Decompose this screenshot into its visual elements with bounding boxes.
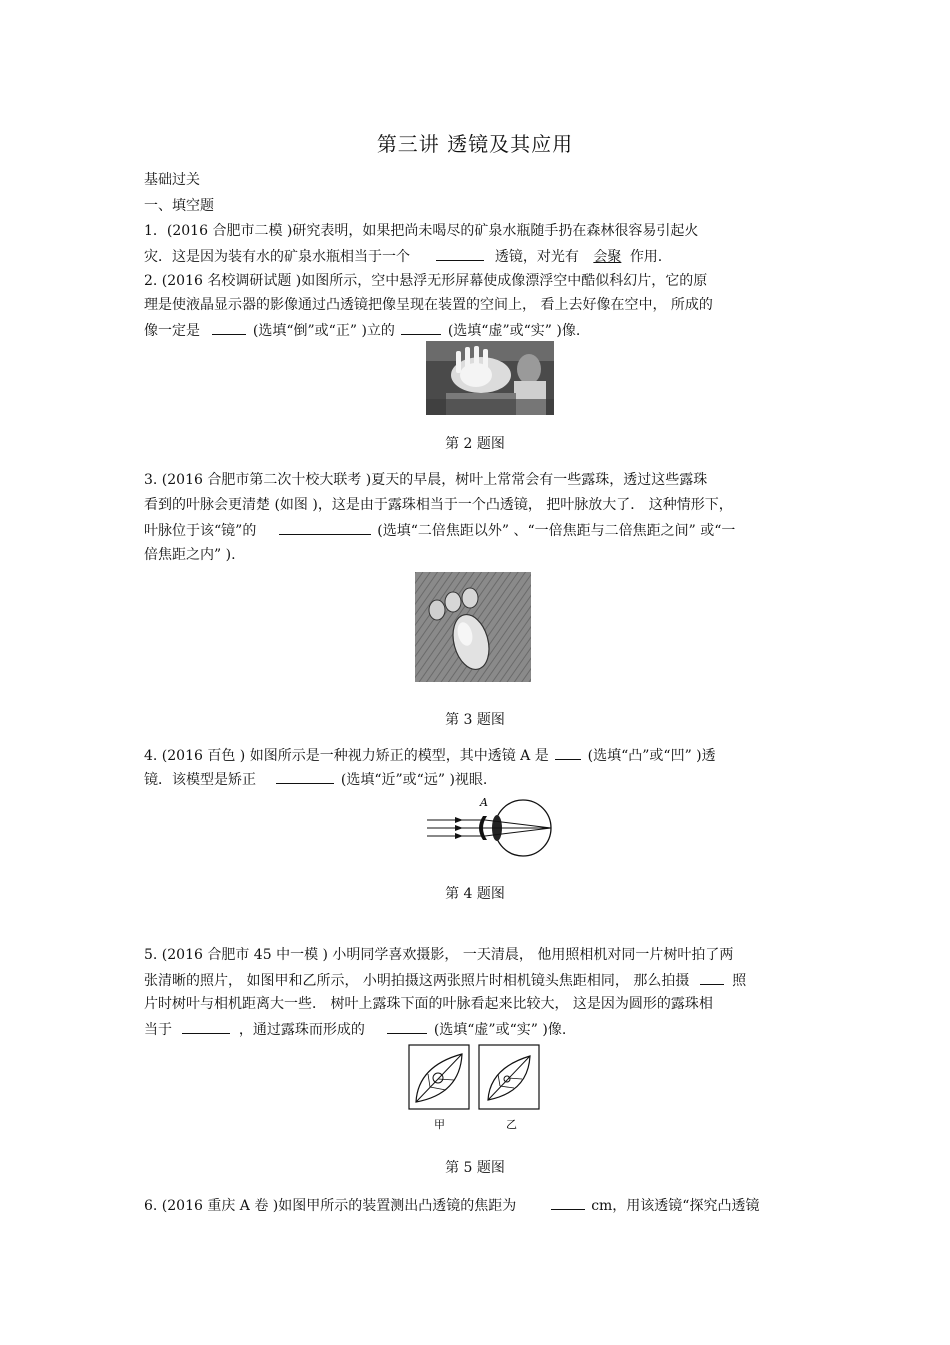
q2-text-a: 像一定是 <box>144 323 200 339</box>
leaf-photo-b <box>479 1045 539 1109</box>
q1-line-1: 1．(2016 合肥市二模 )研究表明，如果把尚未喝尽的矿泉水瓶随手扔在森林很容易引起火 <box>144 223 699 239</box>
q3-figure-photo <box>415 572 531 682</box>
q2-figure-caption: 第 2 题图 <box>445 436 505 452</box>
q4-figure-eye-diagram <box>425 794 555 860</box>
q5-line-2 <box>144 970 746 991</box>
q6-text-a: 6. (2016 重庆 A 卷 )如图甲所示的装置测出凸透镜的焦距为 <box>144 1198 517 1214</box>
q4-text-d: (选填“近”或“远” )视眼. <box>340 772 488 788</box>
q3-line-1: 3. (2016 合肥市第二次十校大联考 )夏天的早晨，树叶上常常会有一些露珠，透过这些露珠 <box>144 472 708 488</box>
q5-figure-leaves <box>408 1044 542 1134</box>
q5-text-d: ，通过露珠而形成的 <box>238 1022 365 1038</box>
q5-label-jia: 甲 <box>434 1118 445 1131</box>
q2-figure-photo <box>426 341 554 415</box>
q5-text-a: 张清晰的照片， 如图甲和乙所示， 小明拍摄这两张照片时相机镜头焦距相同， 那么拍摄 <box>144 973 690 989</box>
q2-text-b: (选填“倒”或“正” )立的 <box>252 323 395 339</box>
q5-text-b: 照 <box>732 973 747 989</box>
q3-line-4: 倍焦距之内” ). <box>144 547 236 563</box>
q3-line-3 <box>144 520 735 541</box>
q4-figure-caption: 第 4 题图 <box>445 886 505 902</box>
q4-line-2 <box>144 769 487 790</box>
q5-label-yi: 乙 <box>506 1118 517 1131</box>
q5-answer-blank-2 <box>182 1019 230 1034</box>
q2-line-2: 理是使液晶显示器的影像通过凸透镜把像呈现在装置的空间上， 看上去好像在空中， 所成的 <box>144 297 713 313</box>
q3-answer-blank <box>279 520 371 535</box>
q2-text-c: (选填“虚”或“实” )像. <box>447 323 581 339</box>
q5-answer-blank-1 <box>700 970 724 985</box>
q1-text-a: 灾．这是因为装有水的矿泉水瓶相当于一个 <box>144 249 410 265</box>
q5-text-c: 当于 <box>144 1022 172 1038</box>
q4-figure-label-a: A <box>480 796 488 809</box>
q5-answer-blank-3 <box>387 1019 427 1034</box>
leaf-photo-a <box>409 1045 469 1109</box>
q5-line-3: 片时树叶与相机距离大一些． 树叶上露珠下面的叶脉看起来比较大， 这是因为圆形的露珠相 <box>144 996 713 1012</box>
q4-text-c: 镜．该模型是矫正 <box>144 772 256 788</box>
q4-answer-blank-2 <box>276 769 334 784</box>
q6-answer-blank <box>551 1195 585 1210</box>
subsection-heading: 一、填空题 <box>144 198 214 214</box>
q2-line-3 <box>144 320 580 341</box>
page-title: 第三讲 透镜及其应用 <box>376 132 574 156</box>
q2-answer-blank-2 <box>401 320 441 335</box>
q3-figure-caption: 第 3 题图 <box>445 712 505 728</box>
q6-line-1 <box>144 1195 759 1216</box>
q3-text-a: 叶脉位于该“镜”的 <box>144 523 257 539</box>
q1-answer-blank-1 <box>436 246 484 261</box>
q3-text-b: (选填“二倍焦距以外” 、“一倍焦距与二倍焦距之间” 或“一 <box>377 523 736 539</box>
section-heading: 基础过关 <box>144 172 200 188</box>
q1-line-2 <box>144 246 662 267</box>
q5-line-1: 5. (2016 合肥市 45 中一模 ) 小明同学喜欢摄影， 一天清晨， 他用照相机对同一片树叶拍了两 <box>144 947 734 963</box>
q2-line-1: 2. (2016 名校调研试题 )如图所示，空中悬浮无形屏幕使成像漂浮空中酷似科幻片，它的原 <box>144 273 708 289</box>
q1-text-b: 透镜，对光有 <box>494 249 579 265</box>
q3-line-2: 看到的叶脉会更清楚 (如图 )，这是由于露珠相当于一个凸透镜， 把叶脉放大了． 这种情形下， <box>144 497 733 513</box>
q5-text-e: (选填“虚”或“实” )像. <box>433 1022 567 1038</box>
q4-answer-blank-1 <box>555 745 581 760</box>
q6-text-b: cm，用该透镜“探究凸透镜 <box>591 1198 760 1214</box>
q2-answer-blank-1 <box>212 320 246 335</box>
q4-text-a: 4. (2016 百色 ) 如图所示是一种视力矫正的模型，其中透镜 A 是 <box>144 748 549 764</box>
q4-line-1 <box>144 745 716 766</box>
q1-answer-2: 会聚 <box>593 249 622 265</box>
q5-line-4 <box>144 1019 566 1040</box>
q5-figure-caption: 第 5 题图 <box>445 1160 505 1176</box>
q4-text-b: (选填“凸”或“凹” )透 <box>587 748 716 764</box>
q1-text-c: 作用. <box>629 249 663 265</box>
